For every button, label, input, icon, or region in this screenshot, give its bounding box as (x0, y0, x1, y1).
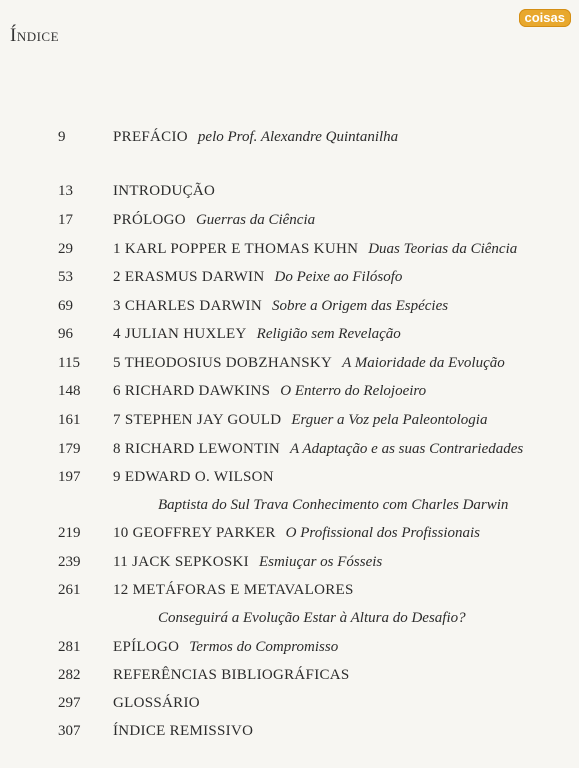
toc-label: 11 JACK SEPKOSKI (113, 554, 249, 570)
toc-row (0, 438, 579, 460)
toc-entry (113, 551, 382, 573)
toc-label: 4 JULIAN HUXLEY (113, 326, 247, 342)
toc-label: 12 METÁFORAS E METAVALORES (113, 582, 354, 598)
toc-entry (113, 380, 426, 402)
toc-row (0, 579, 579, 601)
toc-subtitle: O Enterro do Relojoeiro (280, 383, 427, 399)
toc-label: 6 RICHARD DAWKINS (113, 383, 271, 399)
toc-row (0, 380, 579, 402)
toc-entry (113, 323, 401, 345)
toc-row (0, 692, 579, 714)
toc-page-number: 261 (58, 582, 81, 598)
toc-row (0, 551, 579, 573)
toc-entry (113, 720, 253, 742)
toc-label: PREFÁCIO (113, 129, 188, 145)
toc-subtitle: Do Peixe ao Filósofo (274, 269, 403, 285)
toc-entry (113, 209, 315, 231)
toc-label: 9 EDWARD O. WILSON (113, 469, 274, 485)
toc-row (0, 352, 579, 374)
toc-entry (113, 180, 215, 202)
toc-page-number: 179 (58, 441, 81, 457)
toc-page-number: 13 (58, 183, 73, 199)
toc-subtitle: pelo Prof. Alexandre Quintanilha (197, 129, 399, 145)
toc-page-number: 29 (58, 241, 73, 257)
toc-page-number: 148 (58, 383, 81, 399)
toc-page-number: 197 (58, 469, 81, 485)
toc-page-number: 69 (58, 298, 73, 314)
toc-row (0, 209, 579, 231)
toc-page-number: 17 (58, 212, 73, 228)
toc-entry (113, 238, 517, 260)
toc-page-number: 161 (58, 412, 81, 428)
toc-label: INTRODUÇÃO (113, 183, 216, 199)
toc-entry (113, 579, 354, 601)
toc-subtitle-continuation: Baptista do Sul Trava Conhecimento com Charles Darwin (158, 497, 509, 513)
toc-label: REFERÊNCIAS BIBLIOGRÁFICAS (113, 667, 350, 683)
toc-subtitle: O Profissional dos Profissionais (285, 525, 481, 541)
toc-subtitle: Esmiuçar os Fósseis (258, 554, 383, 570)
toc-row (0, 266, 579, 288)
toc-page-number: 307 (58, 723, 81, 739)
toc-subtitle: Religião sem Revelação (256, 326, 401, 342)
toc-label: PRÓLOGO (113, 212, 186, 228)
toc-page-number: 282 (58, 667, 81, 683)
toc-subtitle: Erguer a Voz pela Paleontologia (291, 412, 488, 428)
toc-entry (113, 466, 274, 488)
toc-page-number: 9 (58, 129, 66, 145)
toc-subtitle: Duas Teorias da Ciência (368, 241, 518, 257)
toc-subtitle: Sobre a Origem das Espécies (271, 298, 449, 314)
page-title: Índice (10, 25, 60, 46)
toc-page-number: 219 (58, 525, 81, 541)
toc-page-number: 297 (58, 695, 81, 711)
toc-entry (113, 438, 523, 460)
toc-page-number: 96 (58, 326, 73, 342)
toc-page-number: 239 (58, 554, 81, 570)
toc-label: 3 CHARLES DARWIN (113, 298, 262, 314)
toc-label: 8 RICHARD LEWONTIN (113, 441, 281, 457)
toc-entry (113, 664, 350, 686)
toc-label: 2 ERASMUS DARWIN (113, 269, 265, 285)
toc-page-number: 53 (58, 269, 73, 285)
toc-row (0, 126, 579, 148)
toc-subtitle: A Adaptação e as suas Contrariedades (290, 441, 524, 457)
toc-row (0, 295, 579, 317)
toc-entry (113, 352, 505, 374)
toc-subtitle-continuation: Conseguirá a Evolução Estar à Altura do Desafio? (158, 610, 466, 626)
toc-entry (113, 522, 480, 544)
toc-label: EPÍLOGO (113, 639, 180, 655)
toc-row (0, 180, 579, 202)
toc-subtitle: A Maioridade da Evolução (342, 355, 505, 371)
toc-page-number: 115 (58, 355, 80, 371)
toc-entry (113, 692, 200, 714)
toc-row (0, 494, 579, 516)
toc-row (0, 720, 579, 742)
toc-page-number: 281 (58, 639, 81, 655)
toc-entry (113, 295, 448, 317)
toc-label: 10 GEOFFREY PARKER (113, 525, 276, 541)
toc-entry (113, 636, 338, 658)
toc-label: 1 KARL POPPER E THOMAS KUHN (113, 241, 359, 257)
toc-label: 7 STEPHEN JAY GOULD (113, 412, 282, 428)
toc-entry (113, 266, 402, 288)
toc-row (0, 466, 579, 488)
coisas-logo: coisas (519, 9, 571, 27)
toc-entry (113, 126, 398, 148)
toc-label: GLOSSÁRIO (113, 695, 200, 711)
toc-label: ÍNDICE REMISSIVO (113, 723, 254, 739)
toc-row (0, 522, 579, 544)
toc-row (0, 636, 579, 658)
toc-subtitle: Termos do Compromisso (189, 639, 339, 655)
toc-row (0, 607, 579, 629)
toc-row (0, 238, 579, 260)
toc-entry (113, 409, 487, 431)
toc-label: 5 THEODOSIUS DOBZHANSKY (113, 355, 333, 371)
toc-row (0, 409, 579, 431)
toc-row (0, 323, 579, 345)
toc-subtitle: Guerras da Ciência (195, 212, 316, 228)
toc-row (0, 664, 579, 686)
